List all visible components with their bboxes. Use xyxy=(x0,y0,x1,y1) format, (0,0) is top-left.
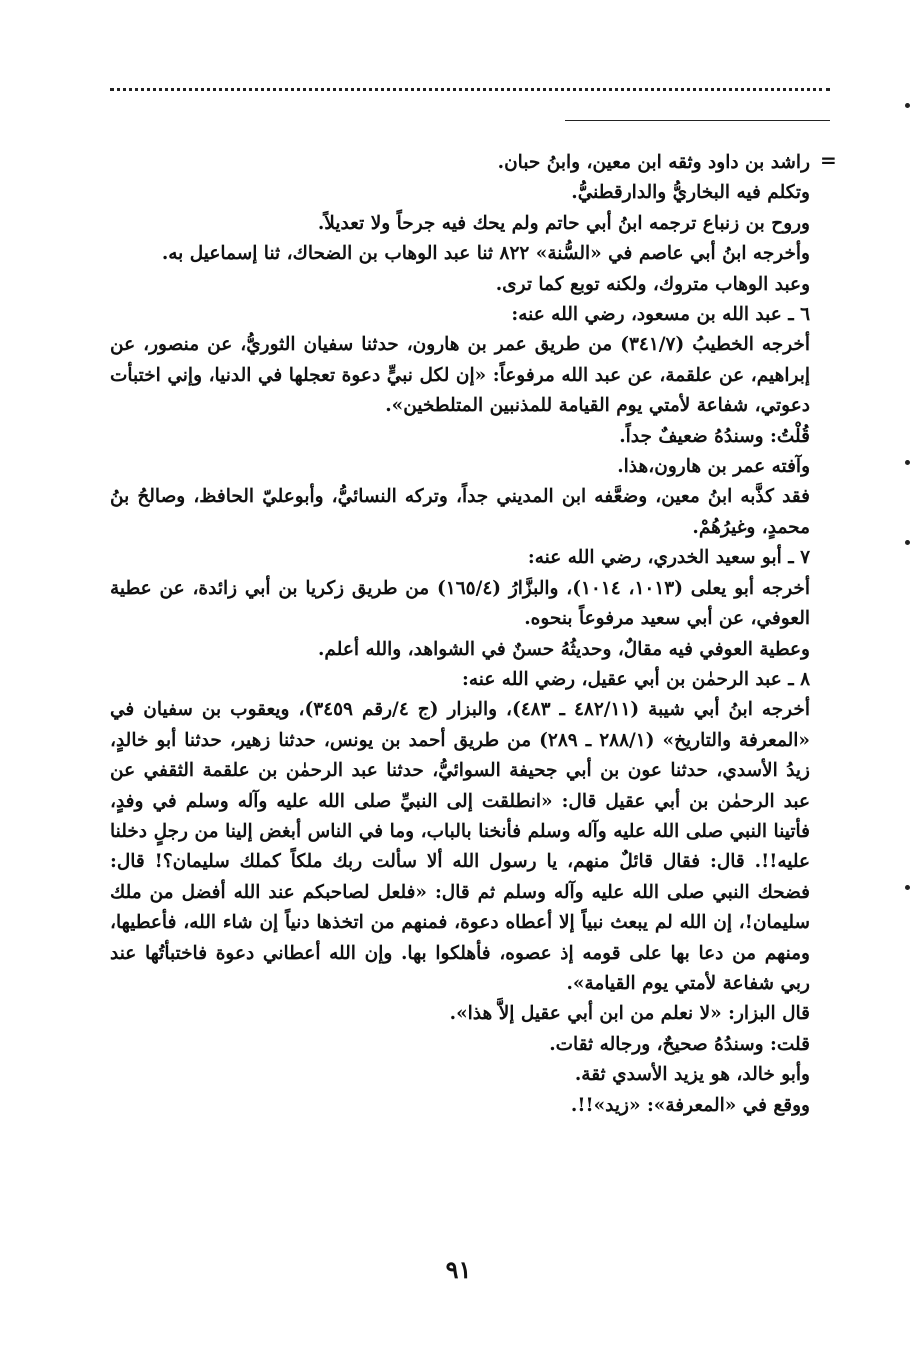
footnote-rule xyxy=(565,120,830,121)
paragraph: قال البزار: «لا نعلم من ابن أبي عقيل إلاَّ هذا». xyxy=(449,1003,810,1025)
margin-dot xyxy=(905,540,910,545)
paragraph: أخرجه ابنُ أبي شيبة (٤٨٢/١١ ـ ٤٨٣)، والبزار (ج ٤/رقم ٣٤٥٩)، ويعقوب بن سفيان في «المعرفة والتاريخ» (٢٨٨/١ ـ ٢٨٩) من طريق أحمد بن يونس، حدثنا زهير، حدثنا أبو خالدٍ، زيدُ الأسدي، حدثنا عون بن أبي جحيفة السوائيُّ، حدثنا عبد الرحمٰن بن علقمة الثقفي عن عبد الرحمٰن بن أبي عقيل قال: «انطلقت إلى النبيِّ صلى الله عليه وآله وسلم في وفدٍ، فأتينا النبي صلى الله عليه وآله وسلم فأنخنا بالباب، وما في الناس أبغض إلينا من رجلٍ دخلنا عليه!!. قال: فقال قائلٌ منهم، يا رسول الله ألا سألت ربك ملكاً كملك سليمان؟! قال: فضحك النبي صلى الله عليه وآله وسلم ثم قال: «فلعل لصاحبكم عند الله أفضل من ملك سليمان!، إن الله لم يبعث نبياً إلا أعطاه دعوة، فمنهم من اتخذها دنياً إن شاء الله، فأعطيها، ومنهم من دعا بها على قومه إذ عصوه، فأهلكوا بها. وإن الله أعطاني دعوة فاختبأتُها عند ربي شفاعة لأمتي يوم القيامة». xyxy=(110,699,810,994)
paragraph: وعطية العوفي فيه مقالٌ، وحديثُهُ حسنٌ في الشواهد، والله أعلم. xyxy=(317,638,810,660)
paragraph: قُلْتُ: وسندُهُ ضعيفٌ جداً. xyxy=(619,425,810,447)
dotted-separator xyxy=(110,88,830,91)
paragraph: وعبد الوهاب متروك، ولكنه توبع كما ترى. xyxy=(495,273,810,295)
paragraph: وروح بن زنباع ترجمه ابنُ أبي حاتم ولم يحك فيه جرحاً ولا تعديلاً. xyxy=(317,212,810,234)
section-heading: ٨ ـ عبد الرحمٰن بن أبي عقيل، رضي الله عنه: xyxy=(461,668,810,690)
margin-dot xyxy=(905,103,910,108)
paragraph: أخرجه أبو يعلى (١٠١٣، ١٠١٤)، والبزَّارُ (١٦٥/٤) من طريق زكريا بن أبي زائدة، عن عطية العوفي، عن أبي سعيد مرفوعاً بنحوه. xyxy=(110,577,810,630)
paragraph: ووقع في «المعرفة»: «زيد»!!. xyxy=(570,1094,810,1116)
paragraph: أخرجه الخطيبُ (٣٤١/٧) من طريق عمر بن هارون، حدثنا سفيان الثوريُّ، عن منصور، عن إبراهيم، عن علقمة، عن عبد الله مرفوعاً: «إن لكل نبيٍّ دعوة تعجلها في الدنيا، وإني اختبأت دعوتي، شفاعة لأمتي يوم القيامة للمذنبين المتلطخين». xyxy=(110,334,810,417)
paragraph: وأخرجه ابنُ أبي عاصم في «السُّنة» ٨٢٢ ثنا عبد الوهاب بن الضحاك، ثنا إسماعيل به. xyxy=(161,243,810,265)
continuation-mark: = xyxy=(820,148,837,172)
paragraph: راشد بن داود وثقه ابن معين، وابنُ حبان. xyxy=(497,152,810,173)
paragraph: قلت: وسندُهُ صحيحٌ، ورجاله ثقات. xyxy=(549,1033,810,1055)
paragraph: وآفته عمر بن هارون،هذا. xyxy=(617,456,810,478)
page-text xyxy=(110,148,810,1121)
paragraph: وتكلم فيه البخاريُّ والدارقطنيُّ. xyxy=(571,182,810,204)
page-number: ٩١ xyxy=(445,1255,472,1284)
section-heading: ٧ ـ أبو سعيد الخدري، رضي الله عنه: xyxy=(527,547,810,569)
margin-dot xyxy=(905,460,910,465)
paragraph: فقد كذَّبه ابنُ معين، وضعَّفه ابن المديني جداً، وتركه النسائيُّ، وأبوعليّ الحافظ، وصالحُ بنُ محمدٍ، وغيرُهُمْ. xyxy=(110,486,810,538)
section-heading: ٦ ـ عبد الله بن مسعود، رضي الله عنه: xyxy=(511,304,810,326)
margin-dot xyxy=(905,885,910,890)
paragraph: وأبو خالد، هو يزيد الأسدي ثقة. xyxy=(574,1064,810,1086)
